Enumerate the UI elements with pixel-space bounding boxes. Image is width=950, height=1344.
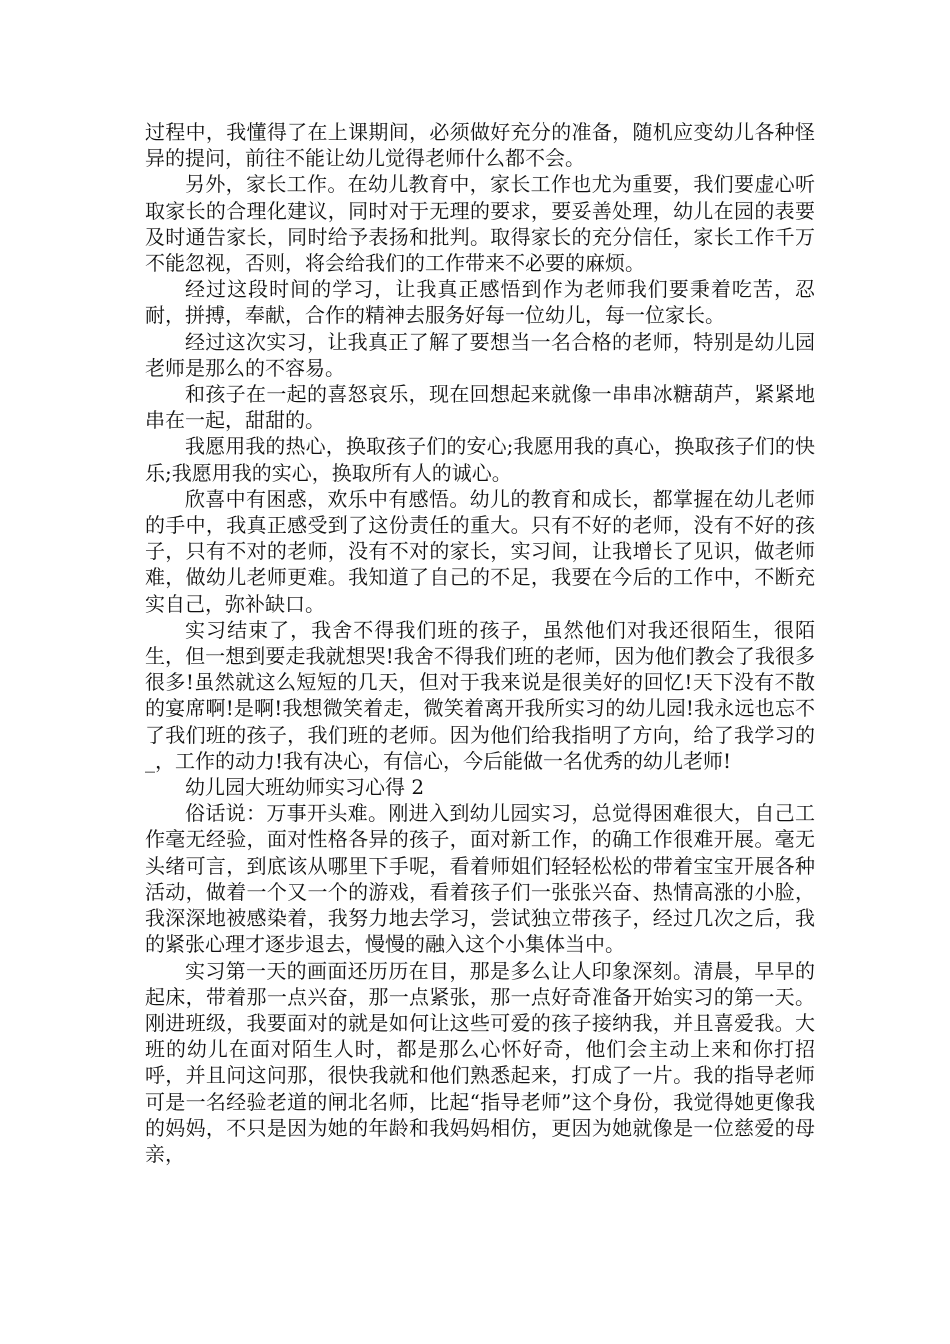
paragraph-9: 俗话说：万事开头难。刚进入到幼儿园实习，总觉得困难很大，自己工作毫无经验，面对性格各异的孩子，面对新工作，的确工作很难开展。毫无头绪可言，到底该从哪里下手呢，看着师姐们轻轻松松的带着宝宝开展各种活动，做着一个又一个的游戏，看着孩子们一张张兴奋、热情高涨的小脸，我深深地被感染着，我努力地去学习，尝试独立带孩子，经过几次之后，我的紧张心理才逐步退去，慢慢的融入这个小集体当中。	[145, 801, 815, 957]
paragraph-7: 欣喜中有困惑，欢乐中有感悟。幼儿的教育和成长，都掌握在幼儿老师的手中，我真正感受到了这份责任的重大。只有不好的老师，没有不好的孩子，只有不对的老师，没有不对的家长，实习间，让我增长了见识，做老师难，做幼儿老师更难。我知道了自己的不足，我要在今后的工作中，不断充实自己，弥补缺口。	[145, 486, 815, 616]
paragraph-5: 和孩子在一起的喜怒哀乐，现在回想起来就像一串串冰糖葫芦，紧紧地串在一起，甜甜的。	[145, 382, 815, 433]
paragraph-1: 过程中，我懂得了在上课期间，必须做好充分的准备，随机应变幼儿各种怪异的提问，前往不能让幼儿觉得老师什么都不会。	[145, 120, 815, 171]
paragraph-3: 经过这段时间的学习，让我真正感悟到作为老师我们要秉着吃苦，忍耐，拼搏，奉献，合作的精神去服务好每一位幼儿，每一位家长。	[145, 277, 815, 328]
document-page	[145, 119, 815, 1167]
section-title: 幼儿园大班幼师实习心得 2	[185, 775, 425, 800]
paragraph-6: 我愿用我的热心，换取孩子们的安心;我愿用我的真心，换取孩子们的快乐;我愿用我的实心，换取所有人的诚心。	[145, 434, 815, 485]
paragraph-8: 实习结束了，我舍不得我们班的孩子，虽然他们对我还很陌生，很陌生，但一想到要走我就想哭!我舍不得我们班的老师，因为他们教会了我很多很多!虽然就这么短短的几天，但对于我来说是很美好的回忆!天下没有不散的宴席啊!是啊!我想微笑着走，微笑着离开我所实习的幼儿园!我永远也忘不了我们班的孩子，我们班的老师。因为他们给我指明了方向，给了我学习的_，工作的动力!我有决心，有信心，今后能做一名优秀的幼儿老师!	[145, 617, 815, 773]
paragraph-2: 另外，家长工作。在幼儿教育中，家长工作也尤为重要，我们要虚心听取家长的合理化建议，同时对于无理的要求，要妥善处理，幼儿在园的表要及时通告家长，同时给予表扬和批判。取得家长的充分信任，家长工作千万不能忽视，否则，将会给我们的工作带来不必要的麻烦。	[145, 172, 815, 276]
paragraph-4: 经过这次实习，让我真正了解了要想当一名合格的老师，特别是幼儿园老师是那么的不容易。	[145, 329, 815, 380]
paragraph-10: 实习第一天的画面还历历在目，那是多么让人印象深刻。清晨，早早的起床，带着那一点兴奋，那一点紧张，那一点好奇准备开始实习的第一天。刚进班级，我要面对的就是如何让这些可爱的孩子接纳我，并且喜爱我。大班的幼儿在面对陌生人时，都是那么心怀好奇，他们会主动上来和你打招呼，并且问这问那，很快我就和他们熟悉起来，打成了一片。我的指导老师可是一名经验老道的闸北名师，比起“指导老师”这个身份，我觉得她更像我的妈妈，不只是因为她的年龄和我妈妈相仿，更因为她就像是一位慈爱的母亲，	[145, 958, 815, 1166]
